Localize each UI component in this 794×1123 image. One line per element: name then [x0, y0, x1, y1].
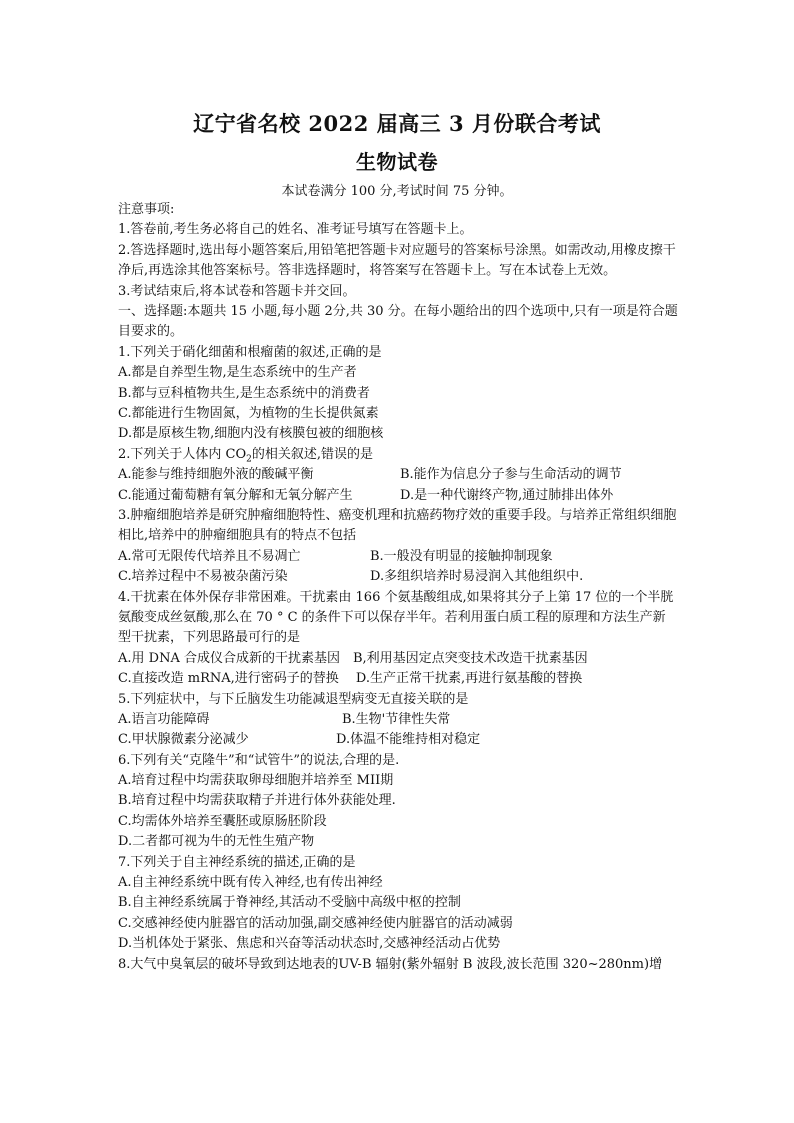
question-5-options-cd: [118, 730, 678, 750]
question-7: [118, 853, 678, 955]
question-2-options-cd: [118, 486, 678, 506]
question-4-options-cd: C.直接改造 mRNA,进行密码子的替换 D.生产正常干扰素,再进行氨基酸的替换: [118, 671, 583, 687]
question-6: [118, 751, 678, 853]
question-4: [118, 588, 678, 690]
question-5-options-ab: [118, 710, 678, 730]
exam-title: 辽宁省名校 2022 届高三 3 月份联合考试: [193, 111, 601, 136]
question-3: [118, 506, 678, 588]
question-6-stem: 6.下列有关“克隆牛”和“试管牛”的说法,合理的是.: [118, 752, 400, 768]
question-1-option-c: C.都能进行生物固氮，为植物的生长提供氮素: [118, 405, 379, 421]
question-3-options-cd: [118, 567, 678, 587]
question-1: [118, 343, 678, 445]
question-2: [118, 445, 678, 506]
question-2-stem-post: 的相关叙述,错误的是: [251, 446, 374, 462]
exam-info: 本试卷满分 100 分,考试时间 75 分钟。: [281, 184, 513, 199]
notes-heading: 注意事项:: [118, 202, 175, 217]
question-7-stem: 7.下列关于自主神经系统的描述,正确的是: [118, 854, 356, 870]
question-2-option-a: A.能参与维持细胞外液的酸碱平衡: [118, 467, 314, 483]
co2-subscript: 2: [246, 454, 252, 465]
question-2-option-b: B.能作为信息分子参与生命活动的调节: [400, 467, 622, 483]
question-5: [118, 690, 678, 751]
question-5-option-b: B.生物'节律性失常: [342, 711, 451, 727]
question-3-option-c: C.培养过程中不易被杂菌污染: [118, 569, 288, 585]
question-6-option-b: B.培育过程中均需获取精子并进行体外获能处理.: [118, 793, 396, 809]
question-3-option-b: B.一般没有明显的接触抑制现象: [370, 548, 553, 564]
question-3-options-ab: [118, 547, 678, 567]
question-5-option-d: D.体温不能维持相对稳定: [336, 732, 481, 748]
note-3: 3.考试结束后,将本试卷和答题卡并交回。: [118, 283, 356, 299]
question-7-option-b: B.自主神经系统属于脊神经,其活动不受脑中高级中枢的控制: [118, 895, 461, 911]
question-1-option-b: B.都与豆科植物共生,是生态系统中的消费者: [118, 385, 370, 401]
question-7-option-d: D.当机体处于紧张、焦虑和兴奋等活动状态时,交感神经活动占优势: [118, 936, 501, 952]
note-2: 2.答选择题时,选出每小题答案后,用铅笔把答题卡对应题号的答案标号涂黑。如需改动,用橡皮擦干净后,再选涂其他答案标号。答非选择题时，将答案写在答题卡上。写在本试卷上无效。: [118, 242, 676, 279]
question-5-stem: 5.下列症状中，与下丘脑发生功能减退型病变无直接关联的是: [118, 691, 469, 707]
question-2-stem: [118, 445, 678, 465]
question-6-option-d: D.二者都可视为牛的无性生殖产物: [118, 834, 315, 850]
question-8-stem: 8.大气中臭氧层的破坏导致到达地表的UV-B 辐射(紫外辐射 B 波段,波长范围 320~280nm)增: [118, 956, 663, 972]
question-8: [118, 955, 678, 975]
question-1-stem: 1.下列关于硝化细菌和根瘤菌的叙述,正确的是: [118, 344, 382, 360]
question-6-option-c: C.均需体外培养至囊胚或原肠胚阶段: [118, 813, 327, 829]
question-3-option-d: D.多组织培养时易浸润入其他组织中.: [370, 569, 584, 585]
question-4-options-ab: A.用 DNA 合成仪合成新的干扰素基因 B,利用基因定点突变技术改造干扰素基因: [118, 650, 588, 666]
question-2-option-c: C.能通过葡萄糖有氧分解和无氧分解产生: [118, 487, 353, 503]
question-2-option-d: D.是一种代谢终产物,通过肺排出体外: [400, 487, 614, 503]
question-1-option-d: D.都是原核生物,细胞内没有核膜包被的细胞核: [118, 426, 384, 442]
exam-body: [118, 200, 678, 975]
section-1-instructions: 一、选择题:本题共 15 小题,每小题 2分,共 30 分。在每小题给出的四个选项中,只有一项是符合题目要求的。: [118, 303, 678, 340]
question-7-option-a: A.自主神经系统中既有传入神经,也有传出神经: [118, 875, 383, 891]
question-3-stem: 3.肿瘤细胞培养是研究肿瘤细胞特性、癌变机理和抗癌药物疗效的重要手段。与培养正常组织细胞相比,培养中的肿瘤细胞具有的特点不包括: [118, 507, 677, 544]
note-1: 1.答卷前,考生务必将自己的姓名、准考证号填写在答题卡上。: [118, 222, 473, 238]
question-7-option-c: C.交感神经使内脏器官的活动加强,副交感神经使内脏器官的活动减弱: [118, 915, 513, 931]
question-6-option-a: A.培育过程中均需获取卵母细胞并培养至 MII期: [118, 773, 394, 789]
question-4-stem: 4.干扰素在体外保存非常困难。干扰素由 166 个氨基酸组成,如果将其分子上第 17 位的一个半胱氨酸变成丝氨酸,那么在 70 ° C 的条件下可以保存半年。若利用蛋白质工程的原理和方法生产新型干扰素，下列思路最可行的是: [118, 589, 674, 646]
question-1-option-a: A.都是自养型生物,是生态系统中的生产者: [118, 365, 357, 381]
question-3-option-a: A.常可无限传代培养且不易凋亡: [118, 548, 301, 564]
question-5-option-c: C.甲状腺微素分泌减少: [118, 732, 249, 748]
question-2-stem-pre: 2.下列关于人体内 CO: [118, 446, 247, 462]
subject-title: 生物试卷: [356, 150, 438, 174]
question-2-options-ab: [118, 465, 678, 485]
question-5-option-a: A.语言功能障碍: [118, 711, 210, 727]
